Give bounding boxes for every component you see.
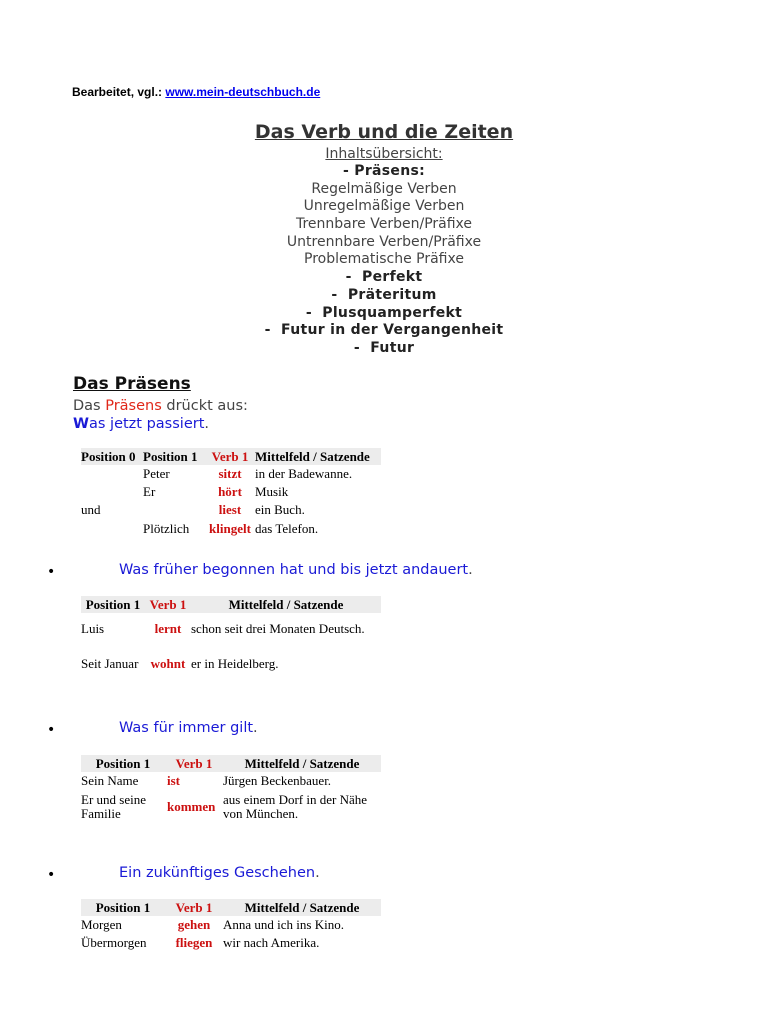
table-cell: Plötzlich [143,521,190,536]
toc-item-praesens: - Präsens: [342,163,426,179]
toc-item-futur-vergangenheit: - Futur in der Vergangenheit [264,322,504,339]
bullet-marker: • [47,722,56,738]
toc-item-perfekt: - Perfekt [345,269,423,286]
table-header-row [81,596,381,613]
table-header: Mittelfeld / Satzende [255,448,381,465]
meaning-text: Ein zukünftiges Geschehen [119,865,316,881]
intro-text: drückt aus: [161,398,248,414]
table-row [81,501,381,519]
toc-heading: Inhaltsübersicht: [325,146,443,162]
meaning-1 [73,416,209,432]
table-row [81,613,381,645]
section-heading: Das Präsens [73,374,191,394]
table-cell: sitzt [218,466,242,481]
table-cell: wir nach Amerika. [223,935,320,950]
table-cell: liest [218,502,242,517]
table-cell [143,501,205,519]
table-cell: Morgen [81,917,122,932]
table-row [81,465,381,483]
intro-text: Das [73,398,106,414]
table-cell: gehen [177,917,211,932]
table-cell [81,465,143,483]
table-header-row [81,755,381,772]
toc-item-praeteritum: - Präteritum [331,286,437,303]
table-row [81,934,381,952]
table-header-row [81,899,381,916]
table-header: Position 0 [81,448,143,465]
table-present-continuing [81,596,381,683]
table-header: Mittelfeld / Satzende [191,596,381,613]
table-header: Mittelfeld / Satzende [223,755,381,772]
bullet-marker: • [47,867,56,883]
table-header: Verb 1 [145,596,191,613]
page-title: Das Verb und die Zeiten [254,121,514,143]
table-cell: Anna und ich ins Kino. [223,917,344,932]
meaning-3 [119,720,258,736]
table-row [81,772,381,790]
table-cell: klingelt [209,521,251,536]
meaning-dot: . [204,416,209,432]
table-cell: Er und seine Familie [81,792,146,821]
section-intro [73,398,248,414]
table-cell: lernt [154,621,182,636]
meaning-dot: . [253,720,258,736]
table-cell [81,483,143,501]
source-label: Bearbeitet, vgl.: [72,85,166,99]
table-present-future [81,899,381,952]
toc-subitem: Trennbare Verben/Präfixe [295,216,473,233]
meaning-2 [119,562,473,578]
table-cell: Seit Januar [81,656,139,671]
toc-subitem: Regelmäßige Verben [311,180,457,197]
toc-item-plusquamperfekt: - Plusquamperfekt [305,304,463,321]
toc-subitem: Unregelmäßige Verben [303,198,465,215]
table-cell: Musik [255,484,289,499]
table-cell: hört [218,484,242,499]
intro-keyword: Präsens [105,398,162,414]
table-header: Position 1 [143,448,205,465]
table-cell: wohnt [150,656,186,671]
table-header: Position 1 [81,899,165,916]
bullet-marker: • [47,564,56,580]
table-cell: ist [167,773,180,788]
table-header: Verb 1 [205,448,255,465]
table-cell: fliegen [175,935,213,950]
toc-item-futur: - Futur [353,339,415,356]
table-header: Verb 1 [165,755,223,772]
table-cell: das Telefon. [255,521,319,536]
table-cell [81,519,143,539]
table-header: Position 1 [81,755,165,772]
meaning-text: Was für immer gilt [119,720,254,736]
table-cell: Übermorgen [81,935,147,950]
meaning-text: Was früher begonnen hat und bis jetzt andauert [119,562,469,578]
table-cell: kommen [167,799,216,814]
toc-subitem: Problematische Präfixe [304,251,464,268]
table-cell: schon seit drei Monaten Deutsch. [191,621,365,636]
source-line [72,85,320,99]
table-cell: Peter [143,466,170,481]
table-cell: Sein Name [81,773,139,788]
table-header: Position 1 [81,596,145,613]
table-cell: aus einem Dorf in der Nähe von München. [223,792,368,821]
toc-subitem: Untrennbare Verben/Präfixe [286,233,482,250]
table-cell: er in Heidelberg. [191,656,279,671]
table-present-now [81,448,381,539]
table-header-row [81,448,381,465]
table-row [81,483,381,501]
table-present-always [81,755,381,824]
meaning-text: as jetzt passiert [89,416,205,432]
table-row [81,790,381,824]
table-cell: in der Badewanne. [255,466,353,481]
meaning-dot: . [315,865,320,881]
table-of-contents [0,163,768,358]
source-link[interactable]: www.mein-deutschbuch.de [165,85,321,99]
table-cell: und [81,502,101,517]
table-cell: Jürgen Beckenbauer. [223,773,332,788]
table-header: Mittelfeld / Satzende [223,899,381,916]
table-row [81,645,381,683]
table-row [81,916,381,934]
table-cell: ein Buch. [255,502,305,517]
table-header: Verb 1 [165,899,223,916]
meaning-dot: . [468,562,473,578]
meaning-4 [119,865,320,881]
meaning-initial: W [73,416,89,432]
table-cell: Luis [81,621,105,636]
table-cell: Er [143,484,156,499]
table-row [81,519,381,539]
